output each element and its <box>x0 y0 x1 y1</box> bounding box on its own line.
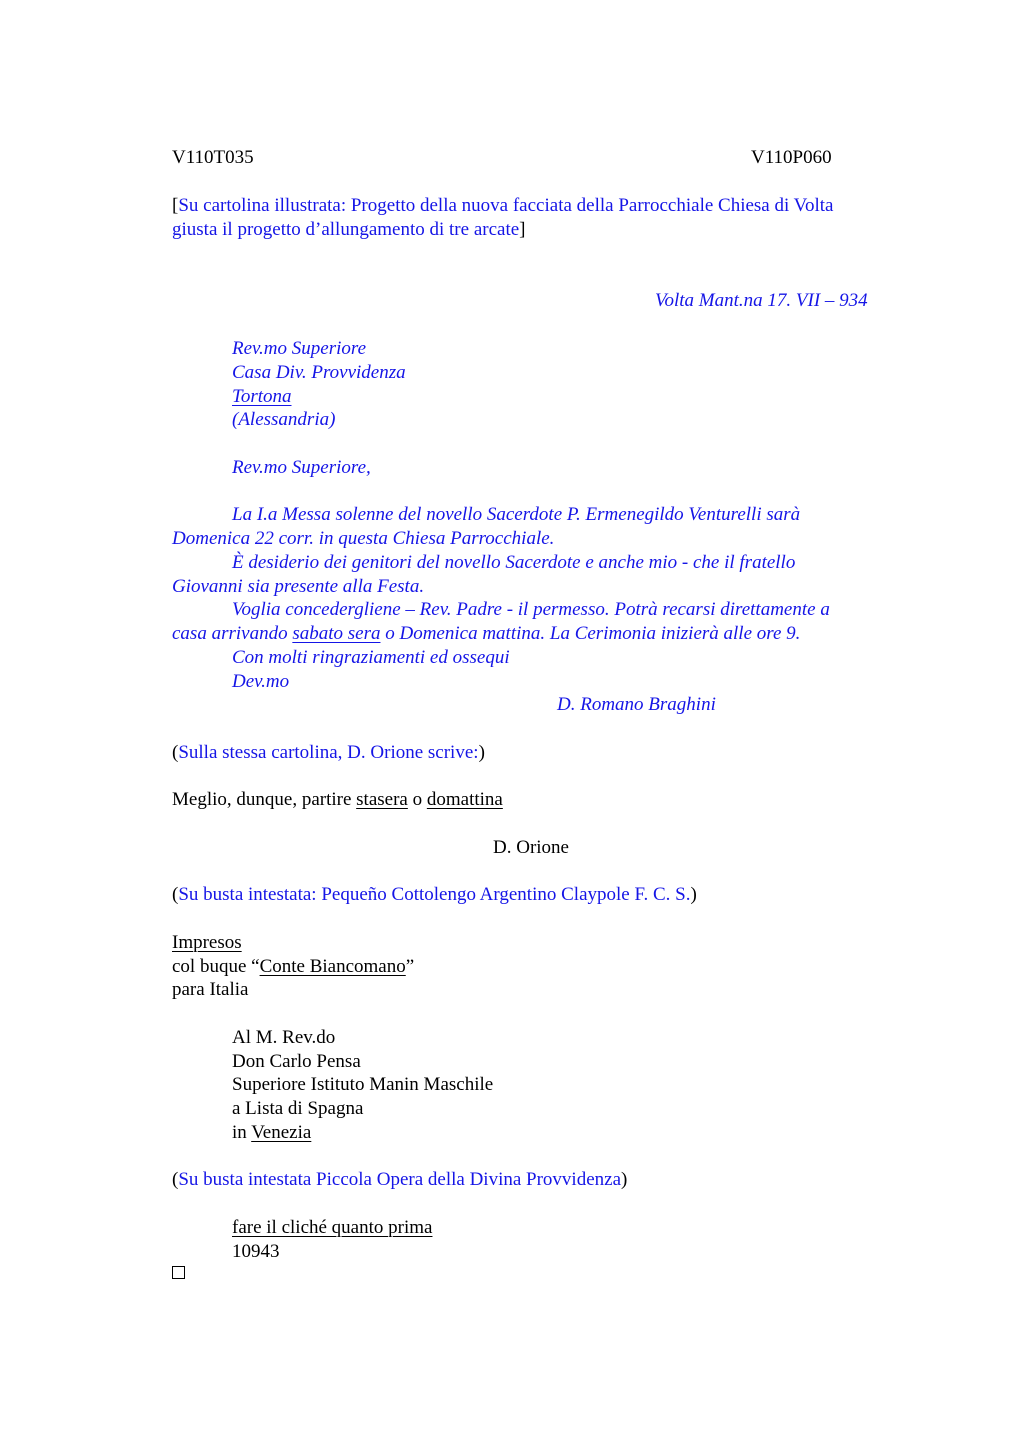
document-code-right: V110P060 <box>751 147 832 168</box>
paren-close: ) <box>690 884 697 905</box>
postcard-note-line1 <box>172 194 833 218</box>
reply-domattina: domattina <box>426 789 503 810</box>
address-province: (Alessandria) <box>232 409 336 430</box>
address-line2: Casa Div. Provvidenza <box>232 362 406 383</box>
letter-closing2: Dev.mo <box>232 671 290 692</box>
envelope1-heading <box>172 883 697 907</box>
end-marker-square <box>172 1266 185 1279</box>
letter-p1-line2: Domenica 22 corr. in questa Chiesa Parrocchiale. <box>172 528 555 549</box>
orione-note-heading <box>172 741 485 765</box>
envelope1-line3: para Italia <box>172 979 249 1000</box>
address-city-text: Tortona <box>232 386 292 407</box>
paren-open: ( <box>172 1169 179 1190</box>
letter-closing1: Con molti ringraziamenti ed ossequi <box>232 647 510 668</box>
document-code-left: V110T035 <box>172 147 254 168</box>
envelope2-line1-text: fare il cliché quanto prima <box>232 1217 433 1238</box>
orione-signature: D. Orione <box>493 837 569 858</box>
envelope1-addr2: Don Carlo Pensa <box>232 1051 361 1072</box>
paren-open: ( <box>172 884 179 905</box>
postcard-note-line2 <box>172 218 526 242</box>
postcard-note-text1: Su cartolina illustrata: Progetto della nuova facciata della Parrocchiale Chiesa di Volta <box>178 195 834 216</box>
letter-place-date: Volta Mant.na 17. VII – 934 <box>655 290 868 311</box>
address-city <box>232 385 292 409</box>
paren-close: ) <box>478 742 485 763</box>
envelope2-heading <box>172 1168 627 1192</box>
reply-before: Meglio, dunque, partire <box>172 789 357 810</box>
impresos-text: Impresos <box>172 932 242 953</box>
envelope1-heading-text: Su busta intestata: Pequeño Cottolengo Argentino Claypole F. C. S. <box>178 884 691 905</box>
envelope2-line2: 10943 <box>232 1241 280 1262</box>
envelope1-addr1: Al M. Rev.do <box>232 1027 336 1048</box>
envelope2-heading-text: Su busta intestata Piccola Opera della Divina Provvidenza <box>178 1169 622 1190</box>
addr5-city: Venezia <box>251 1122 312 1143</box>
paren-open: ( <box>172 742 179 763</box>
bracket-open: [ <box>172 195 179 216</box>
addr5-before: in <box>232 1122 252 1143</box>
letter-p3-line2 <box>172 622 800 646</box>
letter-p2-line2: Giovanni sia presente alla Festa. <box>172 576 425 597</box>
orione-reply <box>172 788 503 812</box>
letter-p3-line1: Voglia concedergliene – Rev. Padre - il permesso. Potrà recarsi direttamente a <box>232 599 830 620</box>
envelope1-addr4: a Lista di Spagna <box>232 1098 364 1119</box>
paren-close: ) <box>621 1169 628 1190</box>
envelope1-addr5 <box>232 1121 311 1145</box>
envelope2-line1 <box>232 1216 432 1240</box>
letter-p1-line1: La I.a Messa solenne del novello Sacerdote P. Ermenegildo Venturelli sarà <box>232 504 801 525</box>
envelope1-line2 <box>172 955 414 979</box>
envelope1-addr3: Superiore Istituto Manin Maschile <box>232 1074 494 1095</box>
reply-mid: o <box>407 789 427 810</box>
letter-p2-line1: È desiderio dei genitori del novello Sacerdote e anche mio - che il fratello <box>232 552 796 573</box>
p3-underlined: sabato sera <box>292 623 381 644</box>
address-line1: Rev.mo Superiore <box>232 338 367 359</box>
ship-name: Conte Biancomano <box>259 956 406 977</box>
postcard-note-text2: giusta il progetto d’allungamento di tre arcate <box>172 219 520 240</box>
letter-signature: D. Romano Braghini <box>557 694 716 715</box>
letter-salutation: Rev.mo Superiore, <box>232 457 371 478</box>
p3-text-before: casa arrivando <box>172 623 293 644</box>
line2-before: col buque “ <box>172 956 260 977</box>
p3-text-after: o Domenica mattina. La Cerimonia inizierà alle ore 9. <box>380 623 801 644</box>
reply-stasera: stasera <box>356 789 408 810</box>
orione-note-text: Sulla stessa cartolina, D. Orione scrive: <box>178 742 479 763</box>
line2-after: ” <box>405 956 415 977</box>
envelope1-line1 <box>172 931 242 955</box>
bracket-close: ] <box>519 219 526 240</box>
